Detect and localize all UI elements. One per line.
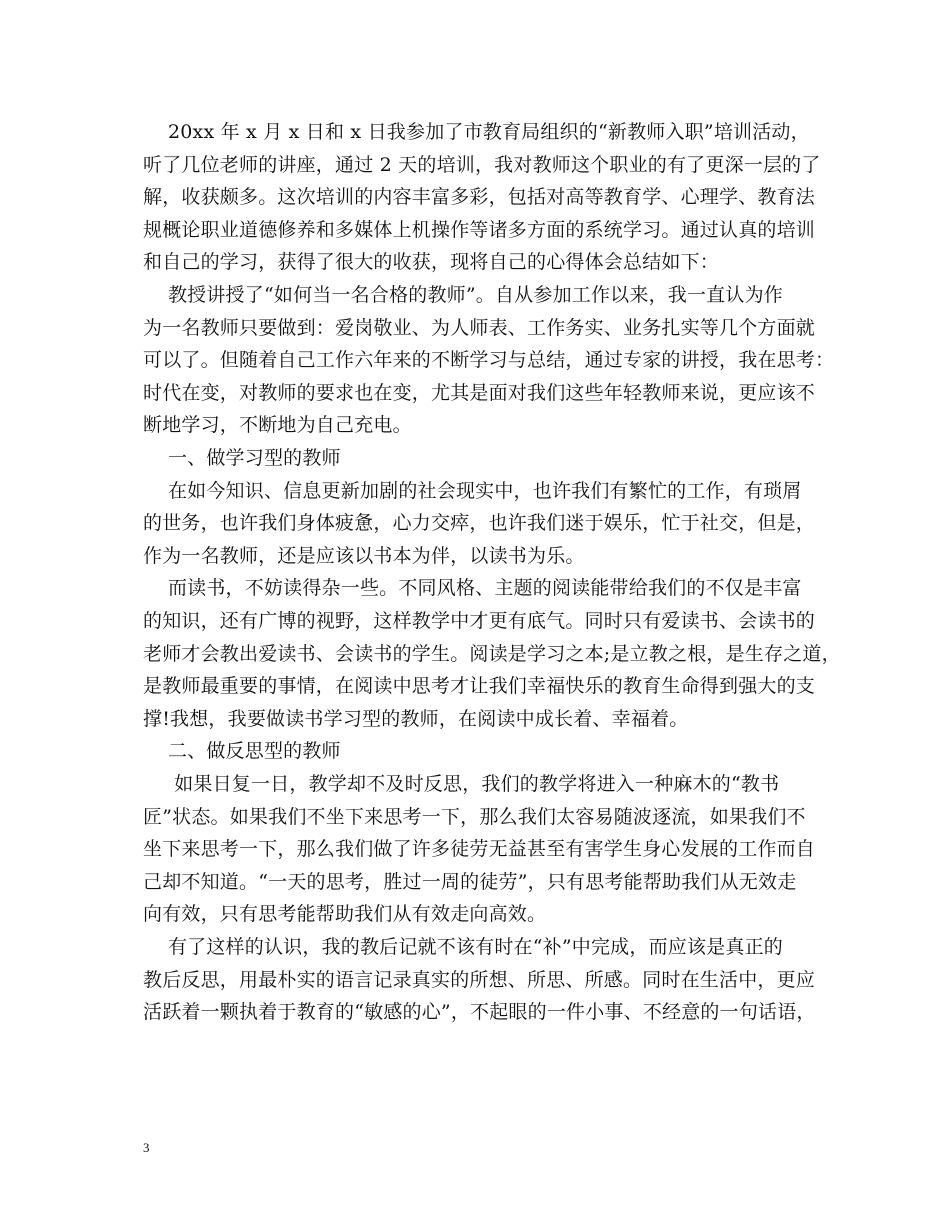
text-line: 老师才会教出爱读书、会读书的学生。阅读是学习之本;是立教之根，是生存之道，	[143, 642, 841, 665]
text-line: 作为一名教师，还是应该以书本为伴，以读书为乐。	[143, 544, 585, 567]
text-line: 可以了。但随着自己工作六年来的不断学习与总结，通过专家的讲授，我在思考：	[143, 349, 835, 372]
text-line: 为一名教师只要做到：爱岗敬业、为人师表、工作务实、业务扎实等几个方面就	[143, 316, 816, 339]
text-line: 是教师最重要的事情，在阅读中思考才让我们幸福快乐的教育生命得到强大的支	[143, 675, 816, 698]
text-line: 和自己的学习，获得了很大的收获，现将自己的心得体会总结如下：	[143, 251, 720, 274]
text-line: 的世务，也许我们身体疲惫，心力交瘁，也许我们迷于娱乐，忙于社交，但是，	[143, 512, 816, 535]
text-line: 而读书，不妨读得杂一些。不同风格、主题的阅读能带给我们的不仅是丰富	[143, 577, 802, 600]
text-line: 活跃着一颗执着于教育的“敏感的心”，不起眼的一件小事、不经意的一句话语，	[143, 1001, 816, 1024]
text-line: 己却不知道。“一天的思考，胜过一周的徒劳”，只有思考能帮助我们从无效走	[143, 870, 797, 893]
text-line: 的知识，还有广博的视野，这样教学中才更有底气。同时只有爱读书、会读书的	[143, 610, 816, 632]
text-line: 20xx 年 x 月 x 日和 x 日我参加了市教育局组织的“新教师入职”培训活动，	[143, 121, 810, 143]
text-line: 规概论职业道德修养和多媒体上机操作等诸多方面的系统学习。通过认真的培训	[143, 218, 816, 241]
text-line: 如果日复一日，教学却不及时反思，我们的教学将进入一种麻木的“教书	[143, 773, 780, 795]
text-line: 在如今知识、信息更新加剧的社会现实中，也许我们有繁忙的工作，有琐屑	[143, 479, 802, 502]
text-line: 教授讲授了“如何当一名合格的教师”。自从参加工作以来，我一直认为作	[143, 284, 783, 306]
text-line: 坐下来思考一下，那么我们做了许多徒劳无益甚至有害学生身心发展的工作而自	[143, 838, 816, 861]
text-line: 有了这样的认识，我的教后记就不该有时在“补”中完成，而应该是真正的	[143, 936, 783, 958]
text-line: 听了几位老师的讲座，通过 2 天的培训，我对教师这个职业的有了更深一层的了	[143, 153, 821, 176]
text-line: 匠”状态。如果我们不坐下来思考一下，那么我们太容易随波逐流，如果我们不	[143, 805, 806, 828]
text-line: 时代在变，对教师的要求也在变，尤其是面对我们这些年轻教师来说，更应该不	[143, 381, 816, 404]
text-line: 向有效，只有思考能帮助我们从有效走向高效。	[143, 903, 547, 926]
text-line: 撑!我想，我要做读书学习型的教师，在阅读中成长着、幸福着。	[143, 707, 689, 730]
text-line: 解，收获颇多。这次培训的内容丰富多彩，包括对高等教育学、心理学、教育法	[143, 186, 816, 209]
text-line: 二、做反思型的教师	[143, 740, 341, 763]
text-line: 断地学习，不断地为自己充电。	[143, 414, 412, 437]
text-line: 一、做学习型的教师	[143, 447, 341, 469]
page-number: 3	[143, 1140, 150, 1155]
text-line: 教后反思，用最朴实的语言记录真实的所想、所思、所感。同时在生活中，更应	[143, 968, 816, 991]
